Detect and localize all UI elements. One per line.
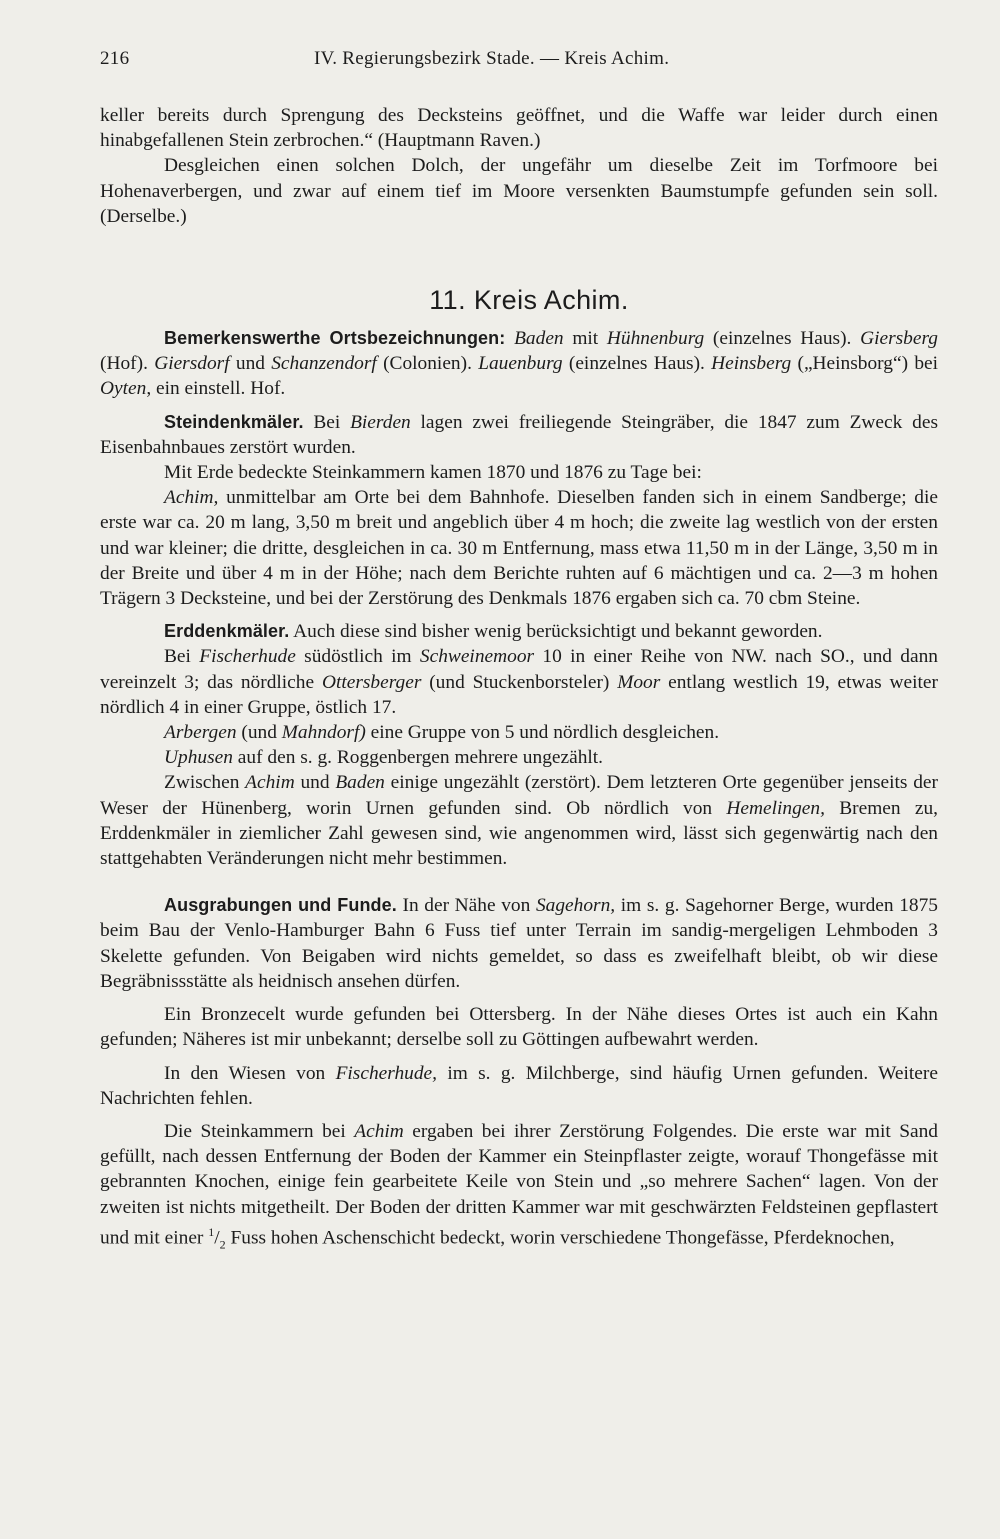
paragraph-steinkammern-achim: Die Steinkammern bei Achim ergaben bei ihrer Zerstörung Folgendes. Die erste war mit Sand gefüllt, nach dessen Entfernung der Boden der Kammer ein Steinpflaster zeigte, worauf Thongefässe mit gebrannten Knochen, einige fein gearbeitete Keile von Stein und „so mehrere Sachen“ lagen. Von der zweiten ist nichts mitgetheilt. Der Boden der dritten Kammer war mit geschwärzten Feldsteinen gepflastert und mit einer $^1/_2$ Fuss hohen Aschenschicht bedeckt, worin verschiedene Thongefässe, Pferdeknochen,	[100, 1120, 938, 1252]
paragraph-continued: keller bereits durch Sprengung des Decksteins geöffnet, und die Waffe war leider durch einen hinabgefallenen Stein zerbrochen.“ (Hauptmann Raven.)	[100, 105, 938, 152]
place-name: Baden	[335, 772, 385, 794]
page-number: 216	[100, 48, 130, 69]
place-name: Sagehorn,	[535, 895, 616, 917]
place-name: Schanzendorf	[271, 353, 377, 375]
place-name: Giersberg	[860, 328, 939, 350]
paragraph-ortsbezeichnungen: Bemerkenswerthe Ortsbezeichnungen: Baden mit Hühnenburg (einzelnes Haus). Giersberg (Hof). Giersdorf und Schanzendorf (Colonien). Lauenburg (einzelnes Haus). Heinsberg („Heinsborg“) bei Oyten, ein einstell. Hof.	[100, 328, 939, 400]
place-name: Achim	[354, 1120, 404, 1142]
place-name: Achim,	[164, 487, 219, 509]
subheading-erddenkmaeler: Erddenkmäler.	[164, 621, 290, 642]
place-name: Ottersberger	[321, 671, 422, 693]
place-name: Heinsberg	[711, 353, 792, 375]
running-title: IV. Regierungsbezirk Stade. — Kreis Achim.	[314, 48, 670, 69]
place-name: Achim	[245, 772, 295, 794]
paragraph-ausgrabungen: Ausgrabungen und Funde. In der Nähe von Sagehorn, im s. g. Sagehorner Berge, wurden 1875 beim Bau der Venlo-Hamburger Bahn 6 Fuss tief unter Terrain im sandig-mergeligen Lehmboden 3 Skelette gefunden. Von Beigaben wird nichts gemeldet, so dass es zweifelhaft bleibt, ob wir diese Begräbnissstätte als heidnisch ansehen dürfen.	[100, 895, 938, 992]
place-name: Baden	[514, 328, 564, 350]
subheading-ortsbezeichnungen: Bemerkenswerthe Ortsbezeichnungen:	[164, 328, 506, 349]
place-name: Moor	[617, 671, 661, 693]
place-name: Hühnenburg	[606, 328, 705, 350]
place-name: Oyten	[100, 378, 147, 400]
paragraph-steindenkmaeler: Steindenkmäler. Bei Bierden lagen zwei freiliegende Steingräber, die 1847 zum Zweck des Eisenbahnbaues zerstört wurden.	[100, 411, 938, 458]
paragraph-achim: Achim, unmittelbar am Orte bei dem Bahnhofe. Dieselben fanden sich in einem Sandberge; die erste war ca. 20 m lang, 3,50 m breit und angeblich über 4 m hoch; die zweite lag westlich von der ersten und war kleiner; die dritte, desgleichen in ca. 30 m Entfernung, mass etwa 11,50 m in der Länge, 3,50 m in der Breite und über 4 m in der Höhe; nach dem Berichte ruhten auf 6 mächtigen und ca. 2—3 m hohen Trägern 3 Decksteine, und bei der Zerstörung des Denkmals 1876 ergaben sich ca. 70 cbm Steine.	[100, 487, 938, 610]
place-name: Hemelingen,	[726, 797, 825, 819]
fraction-numerator: 1	[208, 1224, 215, 1239]
page-body	[100, 103, 938, 1257]
paragraph-steinkammern: Mit Erde bedeckte Steinkammern kamen 1870 und 1876 zu Tage bei:	[164, 462, 702, 484]
subheading-steindenkmaeler: Steindenkmäler.	[164, 411, 304, 432]
paragraph-wiesen: In den Wiesen von Fischerhude, im s. g. Milchberge, sind häufig Urnen gefunden. Weitere Nachrichten fehlen.	[100, 1062, 938, 1109]
place-name: Giersdorf	[154, 353, 230, 375]
place-name: Lauenburg	[478, 353, 563, 375]
place-name: Mahndorf)	[281, 722, 366, 744]
subheading-ausgrabungen: Ausgrabungen und Funde.	[164, 895, 397, 916]
section-title: 11. Kreis Achim.	[429, 285, 629, 316]
place-name: Uphusen	[164, 747, 233, 769]
place-name: Bierden	[350, 411, 411, 433]
paragraph-bronzecelt: Ein Bronzecelt wurde gefunden bei Ottersberg. In der Nähe dieses Ortes ist auch ein Kahn gefunden; Näheres ist mir unbekannt; derselbe soll zu Göttingen aufbewahrt werden.	[100, 1004, 938, 1051]
paragraph-uphusen: Uphusen auf den s. g. Roggenbergen mehrere ungezählt.	[164, 747, 604, 769]
paragraph-arbergen: Arbergen (und Mahndorf) eine Gruppe von 5 und nördlich desgleichen.	[164, 722, 720, 744]
fraction-denominator: 2	[219, 1237, 226, 1252]
paragraph-erddenkmaeler: Erddenkmäler. Auch diese sind bisher wenig berücksichtigt und bekannt geworden.	[164, 621, 823, 643]
running-header	[100, 48, 938, 74]
place-name: Arbergen	[164, 722, 237, 744]
paragraph-zwischen: Zwischen Achim und Baden einige ungezählt (zerstört). Dem letzteren Orte gegenüber jenseits der Weser der Hünenberg, worin Urnen gefunden sind. Ob nördlich von Hemelingen, Bremen zu, Erddenkmäler in ziemlicher Zahl gewesen sind, wie angenommen wird, lässt sich gegenwärtig nach den stattgehabten Veränderungen nicht mehr bestimmen.	[100, 772, 938, 870]
paragraph-fischerhude: Bei Fischerhude südöstlich im Schweinemoor 10 in einer Reihe von NW. nach SO., und dann vereinzelt 3; das nördliche Ottersberger (und Stuckenborsteler) Moor entlang westlich 19, etwas weiter nördlich 4 in einer Gruppe, östlich 17.	[100, 646, 938, 718]
paragraph-dolch: Desgleichen einen solchen Dolch, der ungefähr um dieselbe Zeit im Torfmoore bei Hohenaverbergen, und zwar auf einem tief im Moore versenkten Baumstumpfe gefunden sein soll. (Derselbe.)	[100, 155, 938, 227]
place-name: Fischerhude,	[335, 1062, 437, 1084]
place-name: Fischerhude	[199, 646, 296, 668]
place-name: Schweinemoor	[419, 646, 535, 668]
